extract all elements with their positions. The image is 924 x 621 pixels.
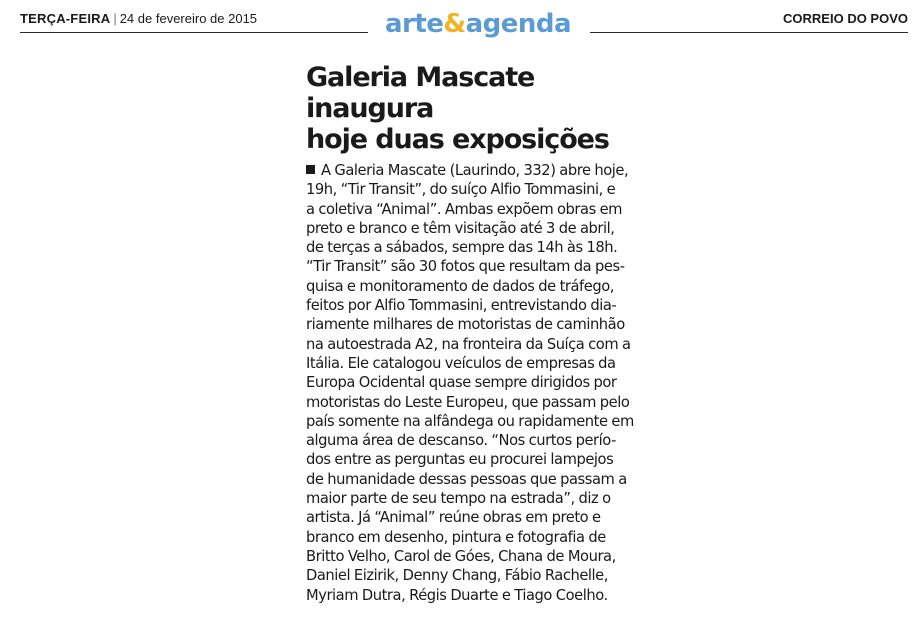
section-title-ampersand: &	[443, 9, 466, 39]
body-line: na autoestrada A2, na fronteira da Suíça com a	[306, 335, 631, 353]
publication-name: CORREIO DO POVO	[783, 11, 908, 26]
body-line: quisa e monitoramento de dados de tráfego,	[306, 277, 614, 295]
body-line: preto e branco e têm visitação até 3 de abril,	[306, 219, 615, 237]
body-line: Myriam Dutra, Régis Duarte e Tiago Coelho.	[306, 586, 608, 604]
body-line: Europa Ocidental quase sempre dirigidos por	[306, 374, 617, 392]
body-line: feitos por Alfio Tommasini, entrevistando dia-	[306, 297, 617, 315]
body-line: artista. Já “Animal” reúne obras em preto e	[306, 509, 601, 527]
body-line: “Tir Transit” são 30 fotos que resultam da pes-	[306, 258, 625, 276]
header-rule-left	[20, 32, 368, 33]
dateline	[20, 11, 257, 27]
article-headline	[306, 62, 664, 155]
headline-line-2: hoje duas exposições	[306, 124, 609, 155]
body-line: riamente milhares de motoristas de caminhão	[306, 316, 625, 334]
header-rule-right	[590, 32, 908, 33]
body-line: de humanidade dessas pessoas que passam a	[306, 470, 627, 488]
weekday: TERÇA-FEIRA	[20, 11, 111, 26]
section-title	[380, 8, 576, 40]
article	[306, 62, 664, 605]
body-line: Itália. Ele catalogou veículos de empresas da	[306, 354, 616, 372]
body-line: alguma área de descanso. “Nos curtos perío-	[306, 432, 616, 450]
body-line: Britto Velho, Carol de Góes, Chana de Moura,	[306, 547, 616, 565]
body-line: Daniel Eizirik, Denny Chang, Fábio Rachelle,	[306, 567, 608, 585]
headline-line-1: Galeria Mascate inaugura	[306, 62, 535, 124]
body-line: dos entre as perguntas eu procurei lampejos	[306, 451, 614, 469]
article-body	[306, 161, 664, 605]
body-line: maior parte de seu tempo na estrada”, diz o	[306, 490, 611, 508]
body-line: de terças a sábados, sempre das 14h às 18h.	[306, 239, 618, 257]
body-line: país somente na alfândega ou rapidamente em	[306, 412, 634, 430]
section-title-agenda: agenda	[465, 9, 572, 39]
page-header	[0, 0, 924, 46]
body-line: motoristas do Leste Europeu, que passam pelo	[306, 393, 630, 411]
body-line: branco em desenho, pintura e fotografia de	[306, 528, 606, 546]
paragraph-bullet-icon	[306, 165, 315, 174]
body-line: a coletiva “Animal”. Ambas expõem obras em	[306, 200, 623, 218]
issue-date: 24 de fevereiro de 2015	[119, 11, 258, 26]
dateline-separator: |	[113, 11, 117, 26]
section-title-arte: arte	[384, 9, 444, 39]
body-line: 19h, “Tir Transit”, do suíço Alfio Tommasini, e	[306, 181, 616, 199]
body-line: A Galeria Mascate (Laurindo, 332) abre hoje,	[321, 162, 629, 179]
